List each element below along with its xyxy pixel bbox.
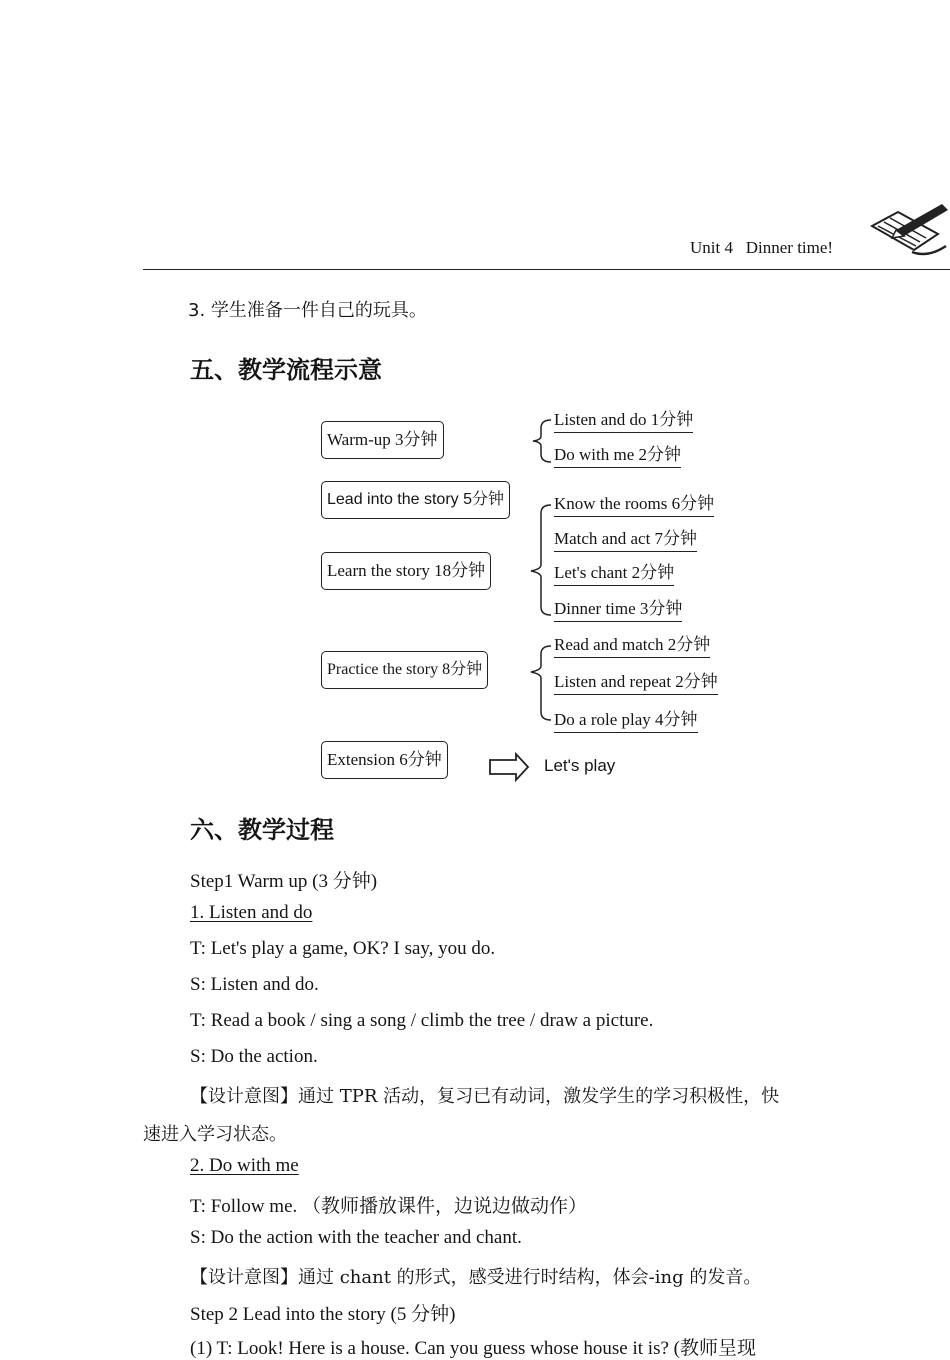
sub-heading-listen-and-do: 1. Listen and do (190, 902, 313, 923)
prep-item: 3. 学生准备一件自己的玩具。 (188, 300, 427, 321)
flow-item-know-the-rooms: Know the rooms 6分钟 (554, 494, 714, 517)
unit-title: Dinner time! (745, 238, 834, 257)
design-intent-2: 【设计意图】通过 chant 的形式，感受进行时结构，体会-ing 的发音。 (190, 1267, 762, 1288)
step2-heading: Step 2 Lead into the story (5 分钟) (190, 1304, 456, 1325)
flow-item-lets-chant: Let's chant 2分钟 (554, 563, 674, 586)
flow-box-practice: Practice the story 8分钟 (321, 651, 488, 689)
pen-notebook-icon (868, 200, 950, 262)
step1-heading: Step1 Warm up (3 分钟) (190, 871, 378, 892)
header-rule (143, 269, 950, 270)
flow-item-listen-and-repeat: Listen and repeat 2分钟 (554, 672, 718, 695)
flow-item-listen-and-do: Listen and do 1分钟 (554, 410, 693, 433)
flow-box-lead: Lead into the story 5分钟 (321, 481, 510, 519)
dialogue-line: T: Let's play a game, OK? I say, you do. (190, 938, 496, 959)
flow-item-read-and-match: Read and match 2分钟 (554, 635, 710, 658)
sub-heading-do-with-me: 2. Do with me (190, 1155, 299, 1176)
flow-box-extension: Extension 6分钟 (321, 741, 448, 779)
design-intent-1-line-2: 速进入学习状态。 (143, 1124, 287, 1145)
flow-box-warmup: Warm-up 3分钟 (321, 421, 444, 459)
dialogue-line: S: Listen and do. (190, 974, 319, 995)
flow-item-dinner-time: Dinner time 3分钟 (554, 599, 682, 622)
dialogue-line: T: Read a book / sing a song / climb the tree / draw a picture. (190, 1010, 654, 1031)
unit-label: Unit 4 (690, 238, 733, 257)
section-heading-5: 五、教学流程示意 (190, 356, 382, 384)
design-intent-1-line-1: 【设计意图】通过 TPR 活动，复习已有动词，激发学生的学习积极性，快 (190, 1086, 780, 1107)
right-arrow-icon (490, 754, 528, 780)
dialogue-line: S: Do the action with the teacher and chant. (190, 1227, 522, 1248)
flow-item-role-play: Do a role play 4分钟 (554, 710, 698, 733)
running-header (690, 238, 833, 258)
cut-off-line: (1) T: Look! Here is a house. Can you guess whose house it is? (教师呈现 (190, 1338, 756, 1359)
flow-item-do-with-me: Do with me 2分钟 (554, 445, 681, 468)
flow-target-lets-play: Let's play (544, 756, 616, 775)
flow-item-match-and-act: Match and act 7分钟 (554, 529, 697, 552)
flow-box-learn: Learn the story 18分钟 (321, 552, 491, 590)
dialogue-line: S: Do the action. (190, 1046, 318, 1067)
dialogue-line: T: Follow me. （教师播放课件，边说边做动作） (190, 1196, 587, 1217)
section-heading-6: 六、教学过程 (190, 816, 334, 844)
